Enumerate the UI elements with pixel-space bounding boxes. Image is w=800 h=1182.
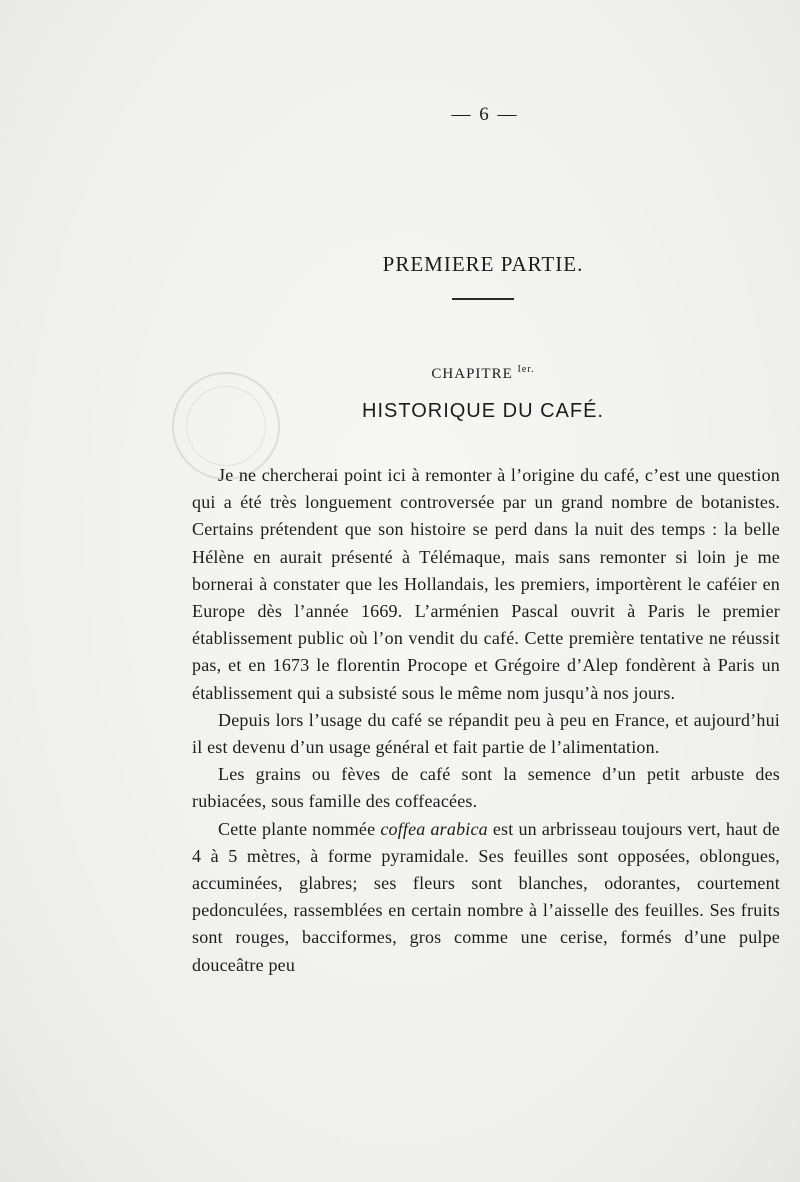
chapter-number: Ier.: [517, 364, 535, 375]
chapter-label: CHAPITRE: [431, 366, 513, 382]
chapter-heading: [0, 364, 800, 383]
paragraph-3: Les grains ou fèves de café sont la semence d’un petit arbuste des rubiacées, sous famille des coffeacées.: [192, 764, 780, 812]
part-title: PREMIERE PARTIE.: [382, 252, 584, 276]
page-number: — 6 —: [451, 104, 519, 125]
body-text: [192, 462, 780, 979]
species-name: coffea arabica: [380, 818, 488, 839]
paragraph-4-start: Cette plante nommée: [218, 818, 381, 839]
chapter-title: HISTORIQUE DU CAFÉ.: [362, 400, 604, 422]
paragraph-2: Depuis lors l’usage du café se répandit peu à peu en France, et aujourd’hui il est devenu d’un usage général et fait partie de l’alimentation.: [192, 709, 780, 758]
paragraph-4: [192, 816, 780, 979]
paragraph-1: Je ne chercherai point ici à remonter à l’origine du café, c’est une question qui a été très longuement controversée par un grand nombre de botanistes. Certains prétendent que son histoire se perd dans la nuit des temps : la belle Hélène en aurait présenté à Télémaque, mais sans remonter si loin je me bornerai à constater que les Hollandais, les premiers, importèrent le caféier en Europe dès l’année 1669. L’arménien Pascal ouvrit à Paris le premier établissement public où l’on vendit du café. Cette première tentative ne réussit pas, et en 1673 le florentin Procope et Grégoire d’Alep fondèrent à Paris un établissement qui a subsisté sous le même nom jusqu’à nos jours.: [192, 465, 780, 703]
title-rule: [452, 298, 514, 300]
paragraph-4-rest: est un arbrisseau toujours vert, haut de 4 à 5 mètres, à forme pyramidale. Ses feuilles sont opposées, oblongues, accuminées, glabres; ses fleurs sont blanches, odorantes, courtement pedonculées, rassemblées en certain nombre à l’aisselle des feuilles. Ses fruits sont rouges, bacciformes, gros comme une cerise, formés d’une pulpe douceâtre peu: [192, 818, 780, 975]
